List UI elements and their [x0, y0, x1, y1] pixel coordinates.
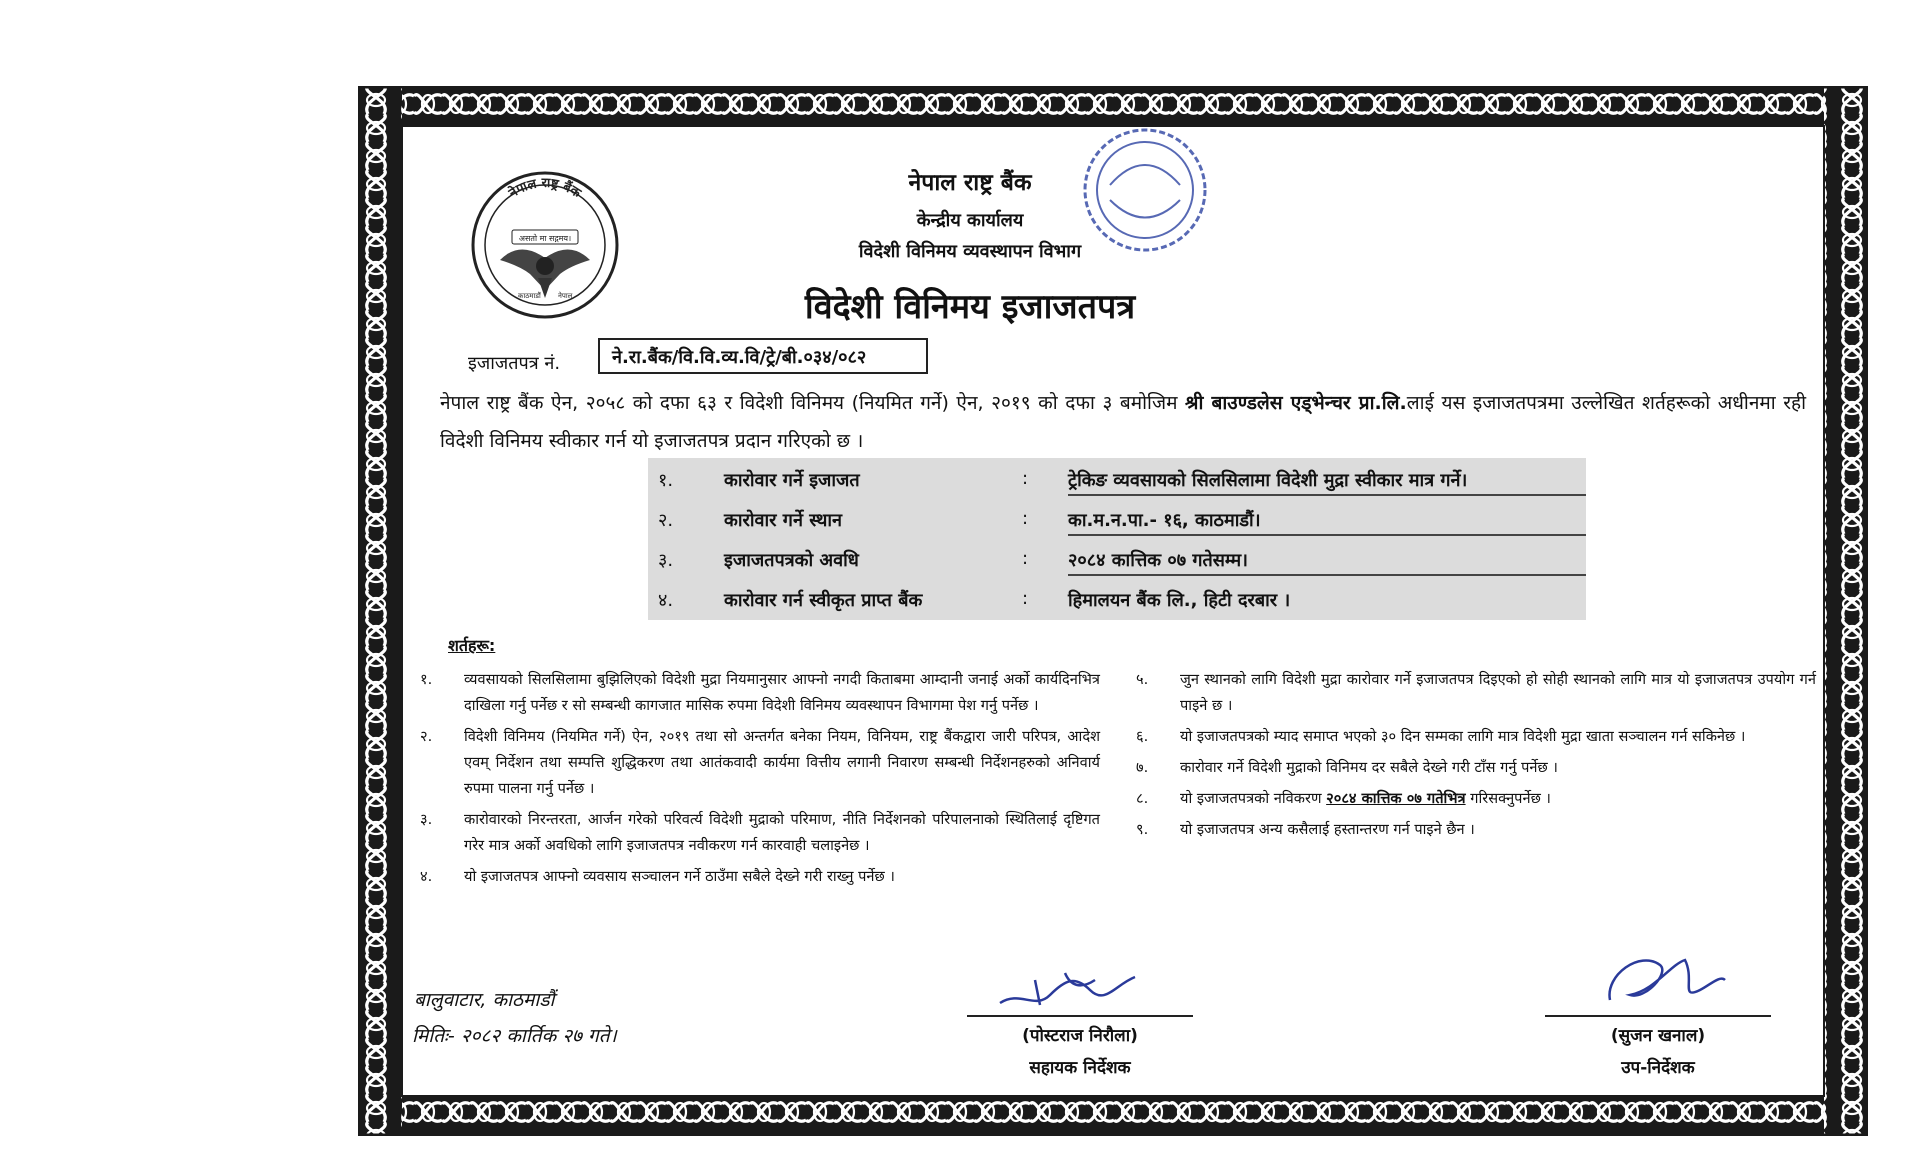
term-text: जुन स्थानको लागि विदेशी मुद्रा कारोवार गर्ने इजाजतपत्र दिइएको हो सोही स्थानको लागि मात्र यो इजाजतपत्र उपयोग गर्न पाइने छ । [1180, 671, 1816, 714]
term-item [420, 807, 1100, 859]
term-number: ७. [1136, 759, 1149, 776]
terms-heading: शर्तहरू: [448, 636, 496, 655]
detail-key: इजाजतपत्रको अवधि [724, 550, 859, 571]
term-item [420, 667, 1100, 719]
signature-1-line [967, 1015, 1193, 1017]
detail-number: २. [658, 510, 674, 531]
issue-date: मितिः- २०८२ कार्तिक २७ गते। [412, 1025, 617, 1047]
intro-text-after: लाई यस इजाजतपत्रमा उल्लेखित शर्तहरूको अधीनमा रही विदेशी विनिमय स्वीकार गर्न यो इजाजतपत्र प्रदान गरिएको छ । [440, 392, 1807, 452]
detail-colon: : [1022, 468, 1029, 489]
term-item [1136, 724, 1816, 750]
term-text: कारोवारको निरन्तरता, आर्जन गरेको परिवर्त्य विदेशी मुद्राको परिमाण, नीति निर्देशनको परिपालनाको स्थितिलाई दृष्टिगत गरेर मात्र अर्को अवधिको लागि इजाजतपत्र नवीकरण गर्न कारवाही चलाइनेछ । [464, 811, 1100, 854]
office-name: केन्द्रीय कार्यालय [916, 210, 1024, 231]
detail-key: कारोवार गर्ने इजाजत [724, 470, 860, 491]
detail-number: ४. [658, 590, 674, 611]
term-text-before: यो इजाजतपत्रको नविकरण [1180, 790, 1327, 807]
svg-text:नेपाल राष्ट्र बैंक: नेपाल राष्ट्र बैंक [506, 175, 584, 202]
detail-value: का.म.न.पा.- १६, काठमाडौं। [1068, 510, 1261, 531]
signatory-2-title: उप-निर्देशक [1621, 1058, 1695, 1078]
certificate-title: विदेशी विनिमय इजाजतपत्र [804, 287, 1136, 327]
term-text: कारोवार गर्ने विदेशी मुद्राको विनिमय दर सबैले देख्ने गरी टाँस गर्नु पर्नेछ । [1180, 759, 1558, 776]
terms-left-column [420, 667, 1100, 895]
term-item [420, 864, 1100, 890]
detail-row [648, 578, 1586, 618]
bank-seal-logo [470, 170, 620, 320]
svg-text:नेपाल: नेपाल [558, 292, 573, 300]
detail-value: ट्रेकिङ व्यवसायको सिलसिलामा विदेशी मुद्रा स्वीकार मात्र गर्ने। [1068, 470, 1468, 491]
term-number: १. [420, 671, 433, 688]
term-text: यो इजाजतपत्रको म्याद समाप्त भएको ३० दिन सम्मका लागि मात्र विदेशी मुद्रा खाता सञ्चालन गर्न सकिनेछ । [1180, 728, 1746, 745]
signatory-2-name: (सुजन खनाल) [1610, 1026, 1706, 1046]
signature-1-scribble [995, 965, 1145, 1015]
term-number: २. [420, 728, 433, 745]
term-text: यो इजाजतपत्र अन्य कसैलाई हस्तान्तरण गर्न पाइने छैन । [1180, 821, 1475, 838]
border-right [1824, 86, 1868, 1136]
border-left [358, 86, 402, 1136]
company-name: श्री बाउण्डलेस एड्भेन्चर प्रा.लि. [1185, 392, 1407, 414]
detail-colon: : [1022, 508, 1029, 529]
bank-name: नेपाल राष्ट्र बैंक [908, 170, 1032, 196]
term-number: ८. [1136, 790, 1149, 807]
term-item [1136, 667, 1816, 719]
detail-value: २०८४ कात्तिक ०७ गतेसम्म। [1068, 550, 1248, 571]
term-renewal-deadline: २०८४ कात्तिक ०७ गतेभित्र [1326, 790, 1466, 807]
detail-colon: : [1022, 548, 1029, 569]
border-bottom [358, 1096, 1868, 1136]
term-number: ९. [1136, 821, 1149, 838]
term-item [1136, 755, 1816, 781]
detail-row [648, 458, 1586, 498]
issue-place: बालुवाटार, काठमाडौं [414, 989, 555, 1011]
intro-text-before: नेपाल राष्ट्र बैंक ऐन, २०५८ को दफा ६३ र विदेशी विनिमय (नियमित गर्ने) ऐन, २०१९ को दफा ३ बमोजिम [440, 392, 1185, 414]
detail-value: हिमालयन बैंक लि., हिटी दरबार । [1068, 590, 1291, 611]
term-item [1136, 817, 1816, 843]
term-number: ४. [420, 868, 433, 885]
svg-text:असतो मा सद्गमय।: असतो मा सद्गमय। [518, 234, 572, 243]
detail-key: कारोवार गर्न स्वीकृत प्राप्त बैंक [724, 590, 923, 611]
term-number: ६. [1136, 728, 1149, 745]
terms-right-column [1136, 667, 1816, 848]
detail-colon: : [1022, 588, 1029, 609]
license-details-table [648, 458, 1586, 620]
detail-row [648, 538, 1586, 578]
term-item [1136, 786, 1816, 812]
license-number-label: इजाजतपत्र नं. [468, 353, 561, 374]
term-text: यो इजाजतपत्र आफ्नो व्यवसाय सञ्चालन गर्ने ठाउँमा सबैले देख्ने गरी राख्नु पर्नेछ । [464, 868, 895, 885]
term-item [420, 724, 1100, 802]
svg-text:काठमाडौं: काठमाडौं [518, 292, 541, 300]
intro-paragraph [440, 384, 1806, 460]
signature-2-scribble [1600, 945, 1730, 1015]
license-number-box: ने.रा.बैंक/वि.वि.व्य.वि/ट्रे/बी.०३४/०८२ [598, 338, 928, 374]
term-number: ३. [420, 811, 433, 828]
signatory-1-title: सहायक निर्देशक [1029, 1058, 1131, 1078]
term-number: ५. [1136, 671, 1149, 688]
term-text: विदेशी विनिमय (नियमित गर्ने) ऐन, २०१९ तथा सो अन्तर्गत बनेका नियम, विनियम, राष्ट्र बैंकद्वारा जारी परिपत्र, आदेश एवम् निर्देशन तथा सम्पत्ति शुद्धिकरण तथा आतंकवादी कार्यमा वित्तीय लगानी निवारण सम्बन्धी निर्देशनहरुको अनिवार्य रुपमा पालना गर्नु पर्नेछ । [464, 728, 1100, 797]
detail-row [648, 498, 1586, 538]
term-text: व्यवसायको सिलसिलामा बुझिलिएको विदेशी मुद्रा नियमानुसार आफ्नो नगदी किताबमा आम्दानी जनाई अर्को कार्यदिनभित्र दाखिला गर्नु पर्नेछ र सो सम्बन्धी कागजात मासिक रुपमा विदेशी विनिमय व्यवस्थापन विभागमा पेश गर्नु पर्नेछ । [464, 671, 1100, 714]
detail-number: १. [658, 470, 674, 491]
border-top [358, 86, 1868, 126]
detail-number: ३. [658, 550, 674, 571]
term-text-after: गरिसक्नुपर्नेछ । [1465, 790, 1551, 807]
signatory-1-name: (पोस्टराज निरौला) [1022, 1026, 1138, 1046]
signature-2-line [1545, 1015, 1771, 1017]
department-name: विदेशी विनिमय व्यवस्थापन विभाग [858, 241, 1082, 262]
detail-key: कारोवार गर्ने स्थान [724, 510, 842, 531]
